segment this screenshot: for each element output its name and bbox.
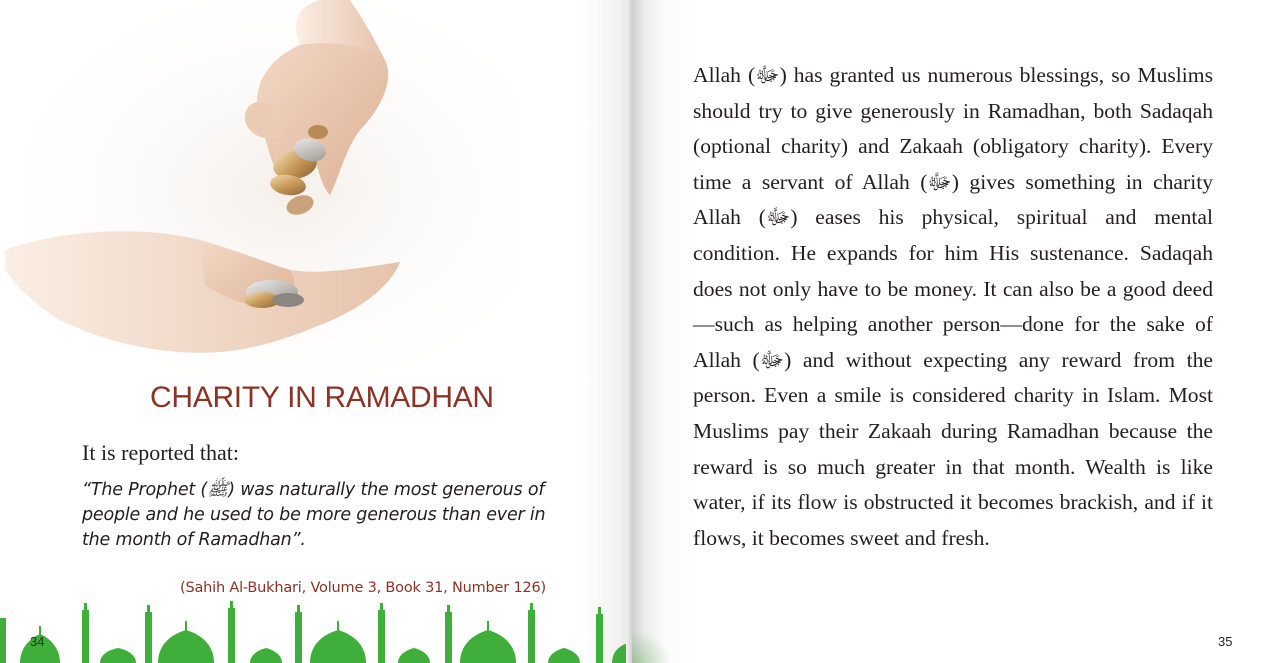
hands-giving-coins-illustration xyxy=(0,0,520,380)
left-page xyxy=(0,0,632,663)
hadith-citation: (Sahih Al-Bukhari, Volume 3, Book 31, Number 126) xyxy=(180,580,546,596)
page-number-left: 34 xyxy=(30,634,45,649)
page-title: CHARITY IN RAMADHAN xyxy=(150,381,494,414)
quote-line: “The Prophet (ﷺ) was naturally the most generous of xyxy=(82,480,545,500)
mosque-silhouette-border xyxy=(0,600,632,663)
quote-line: the month of Ramadhan”. xyxy=(82,530,306,550)
body-paragraph: Allah (ﷻ) has granted us numerous blessings, so Muslims should try to give generously in Ramadhan, both Sadaqah (optional charity) and Zakaah (obligatory charity). Every time a servant of Allah (ﷻ) gives something in charity Allah (ﷻ) eases his physical, spiritual and mental condition. He expands for him His sustenance. Sadaqah does not only have to be money. It can also be a good deed—such as helping another person—done for the sake of Allah (ﷻ) and without expecting any reward from the person. Even a smile is considered charity in Islam. Most Muslims pay their Zakaah during Ramadhan because the reward is so much greater in that month. Wealth is like water, if its flow is obstructed it becomes brackish, and if it flows, it becomes sweet and fresh. xyxy=(693,63,1213,550)
body-text xyxy=(693,58,1213,556)
intro-text: It is reported that: xyxy=(82,440,240,465)
page-number-right: 35 xyxy=(1218,634,1233,649)
green-tint xyxy=(632,630,672,663)
quote-line: people and he used to be more generous than ever in xyxy=(82,505,546,525)
hadith-quote xyxy=(82,478,552,553)
